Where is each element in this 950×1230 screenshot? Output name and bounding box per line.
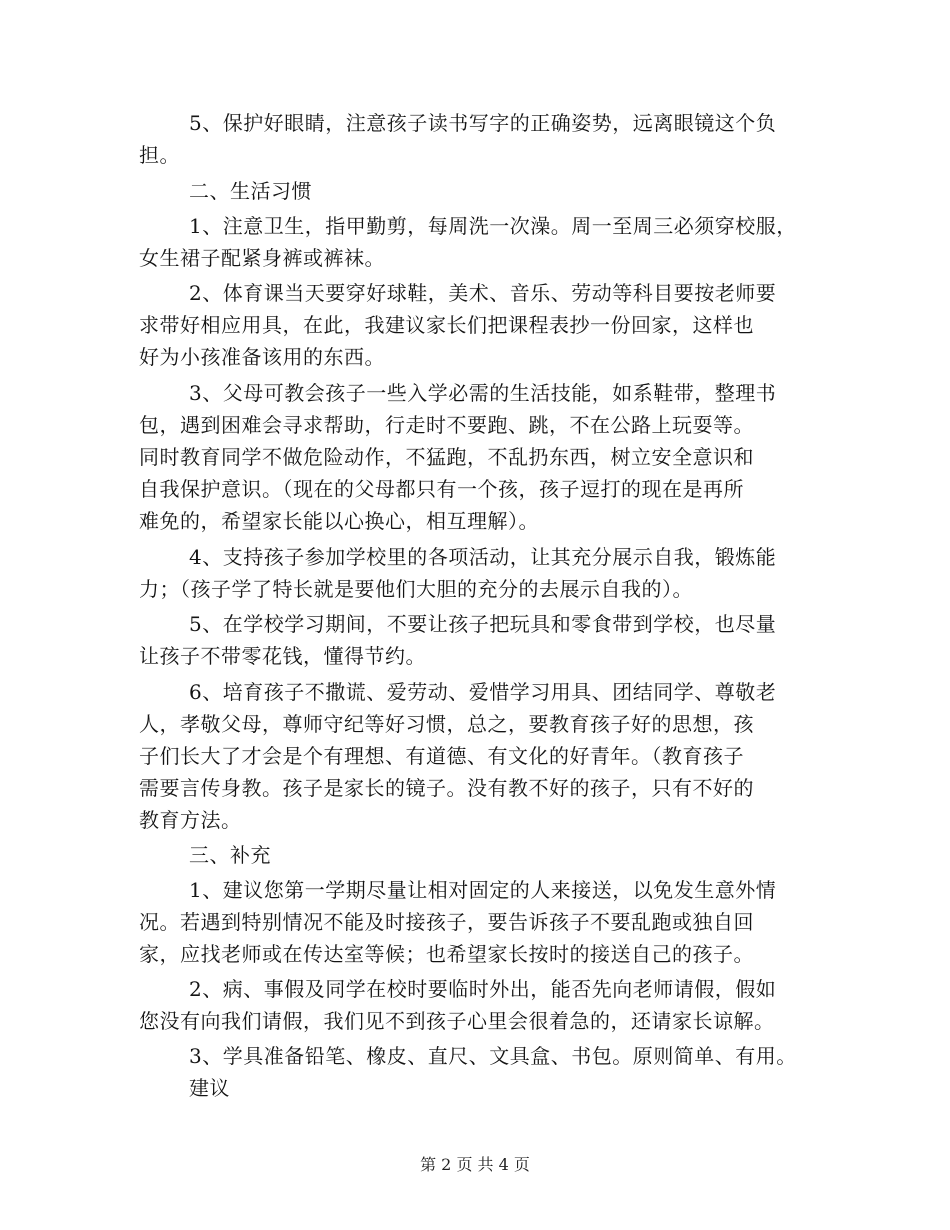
text-line: 1、注意卫生，指甲勤剪，每周洗一次澡。周一至周三必须穿校服，	[189, 214, 797, 238]
text-line: 包，遇到困难会寻求帮助，行走时不要跑、跳，不在公路上玩耍等。	[139, 413, 754, 437]
text-line: 5、保护好眼睛，注意孩子读书写字的正确姿势，远离眼镜这个负	[189, 111, 777, 135]
text-line: 难免的，希望家长能以心换心，相互理解）。	[139, 509, 539, 533]
text-line: 让孩子不带零花钱，懂得节约。	[139, 644, 426, 668]
section-heading: 二、生活习惯	[189, 179, 312, 203]
text-line: 况。若遇到特别情况不能及时接孩子，要告诉孩子不要乱跑或独自回	[139, 910, 754, 934]
text-line: 1、建议您第一学期尽量让相对固定的人来接送，以免发生意外情	[189, 878, 777, 902]
text-line: 2、体育课当天要穿好球鞋，美术、音乐、劳动等科目要按老师要	[189, 281, 777, 305]
text-line: 4、支持孩子参加学校里的各项活动，让其充分展示自我，锻炼能	[189, 545, 777, 569]
text-line: 家，应找老师或在传达室等候；也希望家长按时的接送自己的孩子。	[139, 942, 754, 966]
text-line: 教育方法。	[139, 808, 242, 832]
page-number-footer: 第 2 页 共 4 页	[420, 1155, 530, 1174]
text-line: 3、学具准备铅笔、橡皮、直尺、文具盒、书包。原则简单、有用。	[189, 1044, 797, 1068]
text-line: 子们长大了才会是个有理想、有道德、有文化的好青年。（教育孩子	[139, 744, 744, 768]
text-line: 人，孝敬父母，尊师守纪等好习惯，总之，要教育孩子好的思想，孩	[139, 712, 754, 736]
text-line: 6、培育孩子不撒谎、爱劳动、爱惜学习用具、团结同学、尊敬老	[189, 680, 777, 704]
section-heading: 三、补充	[189, 843, 271, 867]
text-line: 5、在学校学习期间，不要让孩子把玩具和零食带到学校，也尽量	[189, 612, 777, 636]
text-line: 担。	[139, 143, 180, 167]
text-line: 需要言传身教。孩子是家长的镜子。没有教不好的孩子，只有不好的	[139, 776, 754, 800]
text-line: 建议	[189, 1076, 230, 1100]
text-line: 力；（孩子学了特长就是要他们大胆的充分的去展示自我的）。	[139, 577, 693, 601]
text-line: 3、父母可教会孩子一些入学必需的生活技能，如系鞋带，整理书	[189, 381, 777, 405]
text-line: 同时教育同学不做危险动作，不猛跑，不乱扔东西，树立安全意识和	[139, 445, 754, 469]
text-line: 自我保护意识。（现在的父母都只有一个孩，孩子逗打的现在是再所	[139, 477, 744, 501]
text-line: 求带好相应用具，在此，我建议家长们把课程表抄一份回家，这样也	[139, 313, 754, 337]
text-line: 女生裙子配紧身裤或裤袜。	[139, 246, 385, 270]
text-line: 好为小孩准备该用的东西。	[139, 345, 385, 369]
text-line: 2、病、事假及同学在校时要临时外出，能否先向老师请假，假如	[189, 977, 777, 1001]
text-line: 您没有向我们请假，我们见不到孩子心里会很着急的，还请家长谅解。	[139, 1009, 775, 1033]
